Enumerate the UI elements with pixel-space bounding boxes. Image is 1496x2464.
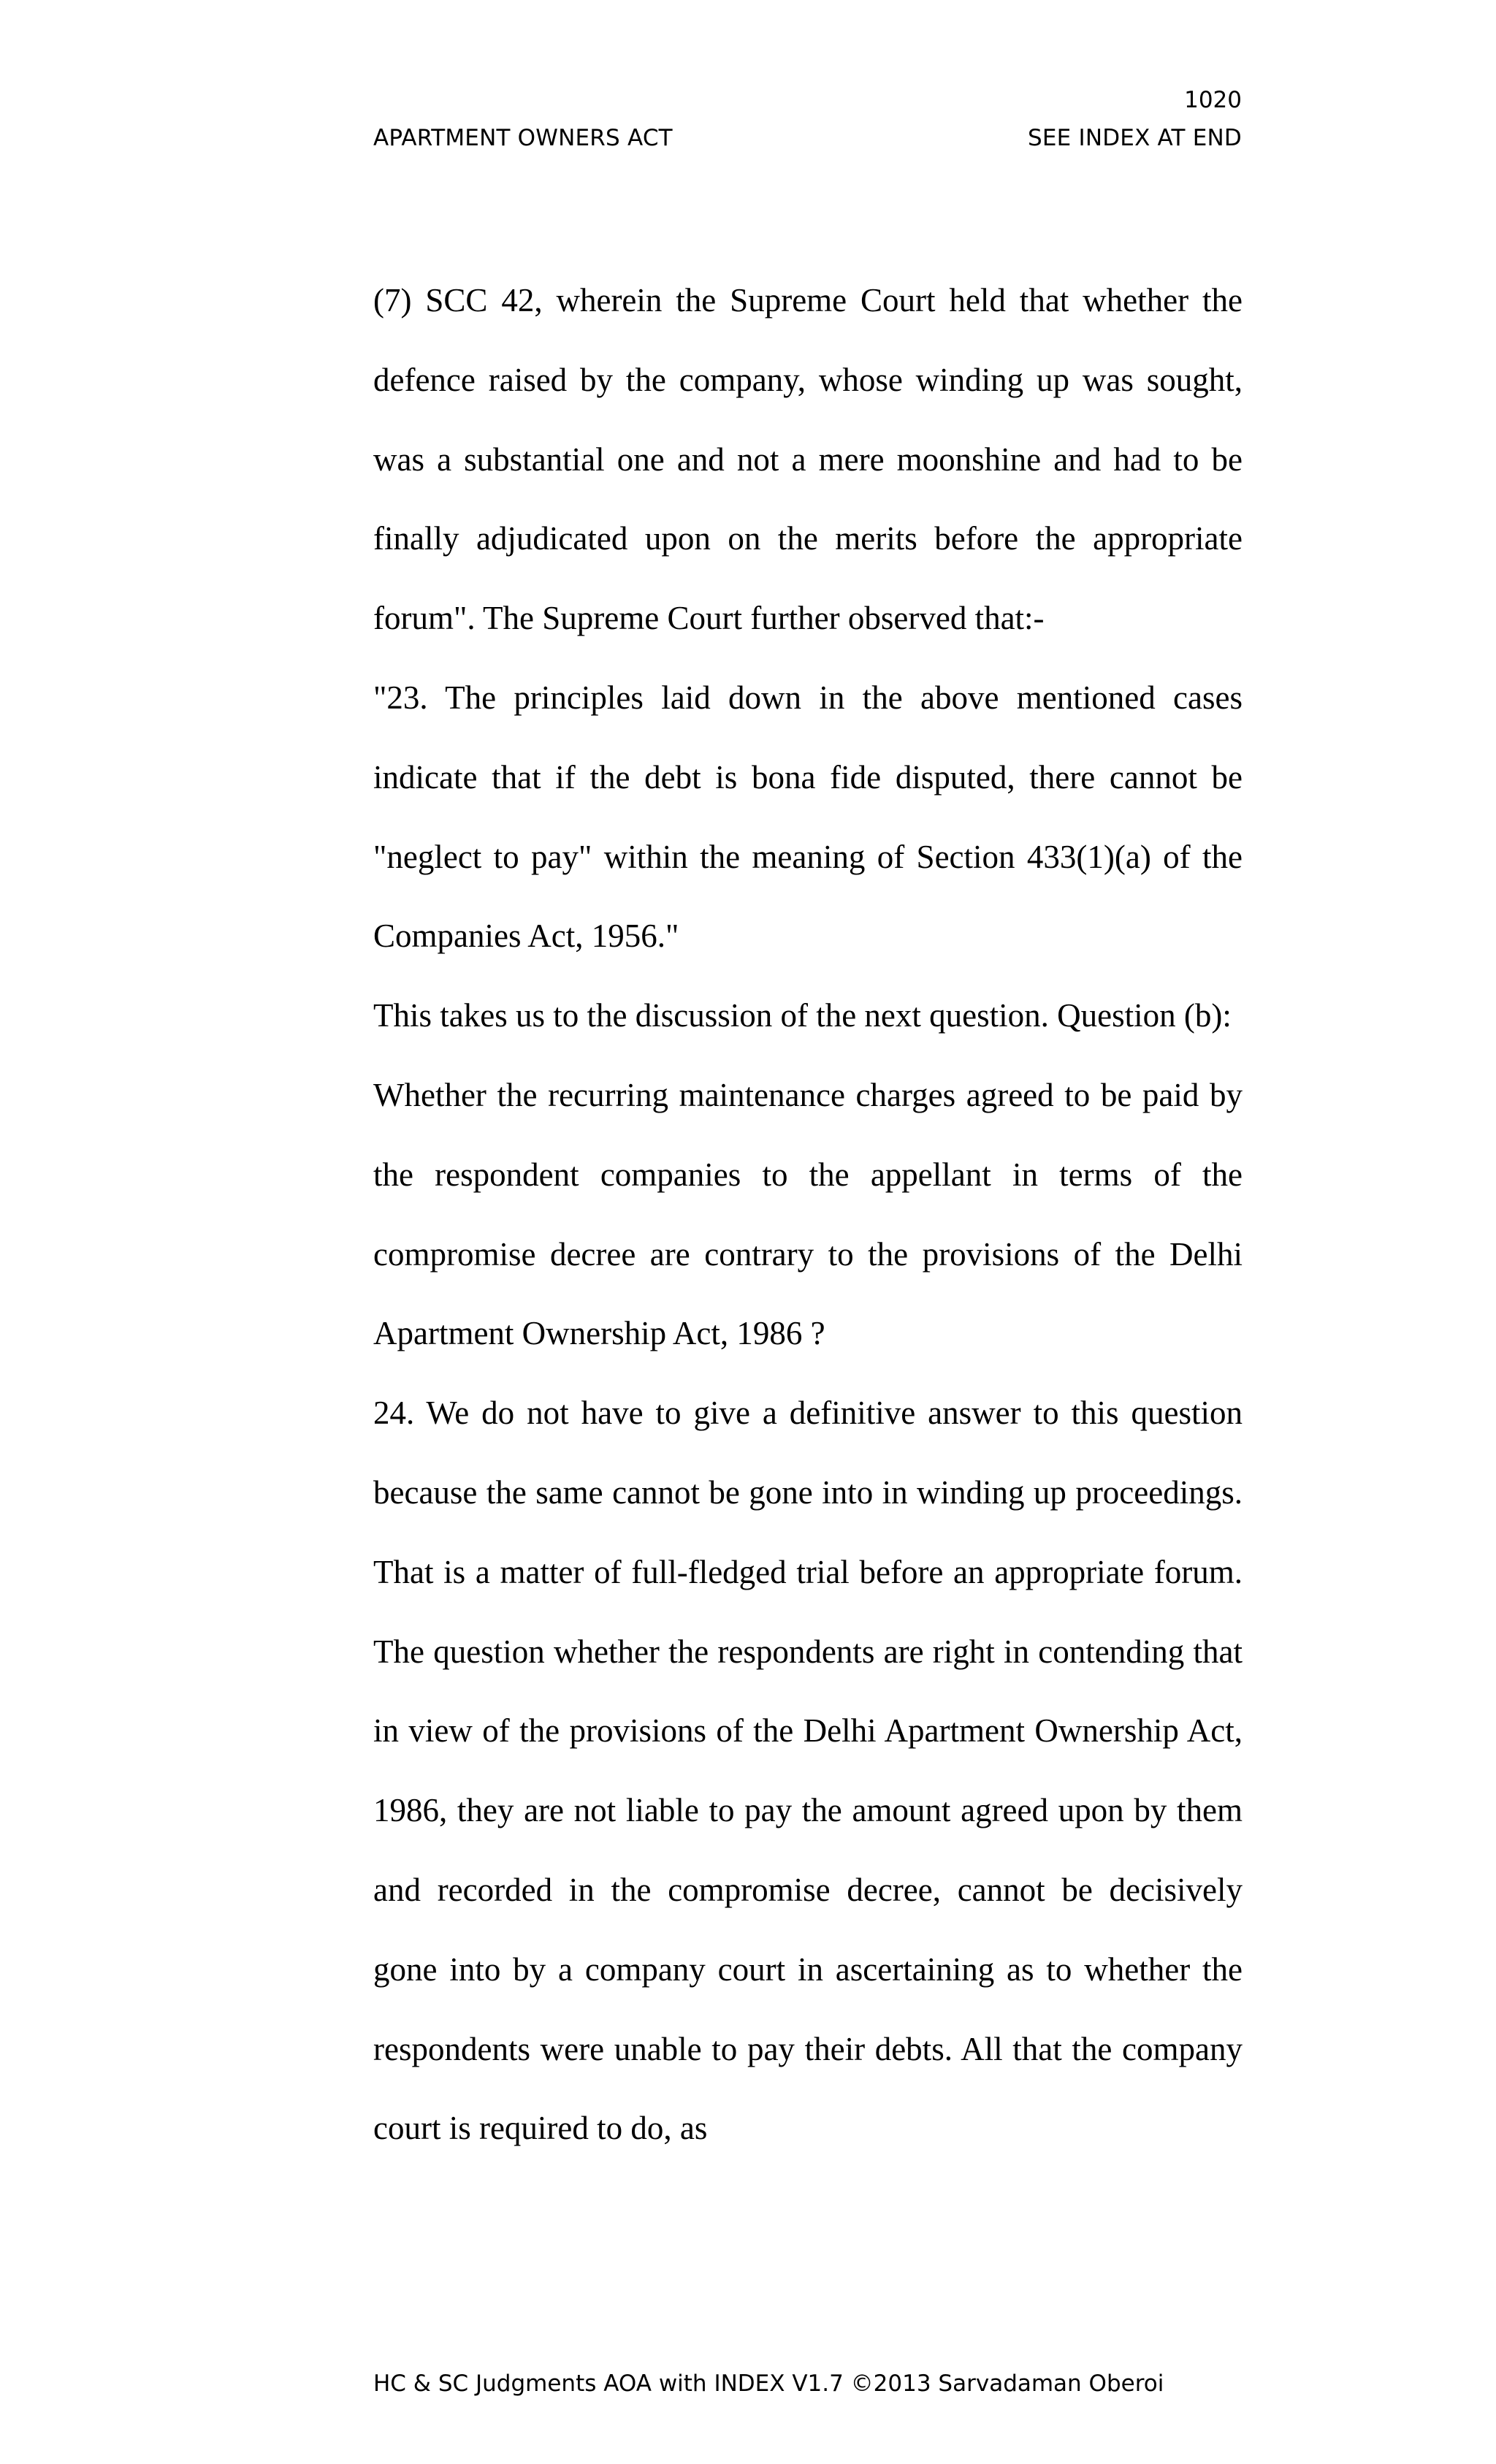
- paragraph: 24. We do not have to give a definitive answer to this question because the same cannot be gone into in winding up proceedings. That is a matter of full-fledged trial before an appropriate forum. The question whether the respondents are right in contending that in view of the provisions of the Delhi Apartment Ownership Act, 1986, they are not liable to pay the amount agreed upon by them and recorded in the compromise decree, cannot be decisively gone into by a company court in ascertaining as to whether the respondents were unable to pay their debts. All that the company court is required to do, as: [373, 1395, 1243, 2147]
- page-footer: HC & SC Judgments AOA with INDEX V1.7 ©2013 Sarvadaman Oberoi: [373, 2370, 1164, 2397]
- document-body: [373, 261, 1243, 2168]
- running-header-title: APARTMENT OWNERS ACT: [373, 125, 673, 151]
- running-header-index-note: SEE INDEX AT END: [1027, 125, 1242, 151]
- page-number: 1020: [1184, 87, 1242, 113]
- question-paragraph: Whether the recurring maintenance charges agreed to be paid by the respondent companies to the appellant in terms of the compromise decree are contrary to the provisions of the Delhi Apartment Ownership Act, 1986 ?: [373, 1076, 1243, 1352]
- paragraph: This takes us to the discussion of the next question. Question (b):: [373, 997, 1232, 1034]
- quoted-paragraph: "23. The principles laid down in the above mentioned cases indicate that if the debt is bona fide disputed, there cannot be "neglect to pay" within the meaning of Section 433(1)(a) of the Companies Act, 1956.": [373, 679, 1243, 955]
- paragraph: (7) SCC 42, wherein the Supreme Court held that whether the defence raised by the company, whose winding up was sought, was a substantial one and not a mere moonshine and had to be finally adjudicated upon on the merits before the appropriate forum". The Supreme Court further observed that:-: [373, 282, 1243, 637]
